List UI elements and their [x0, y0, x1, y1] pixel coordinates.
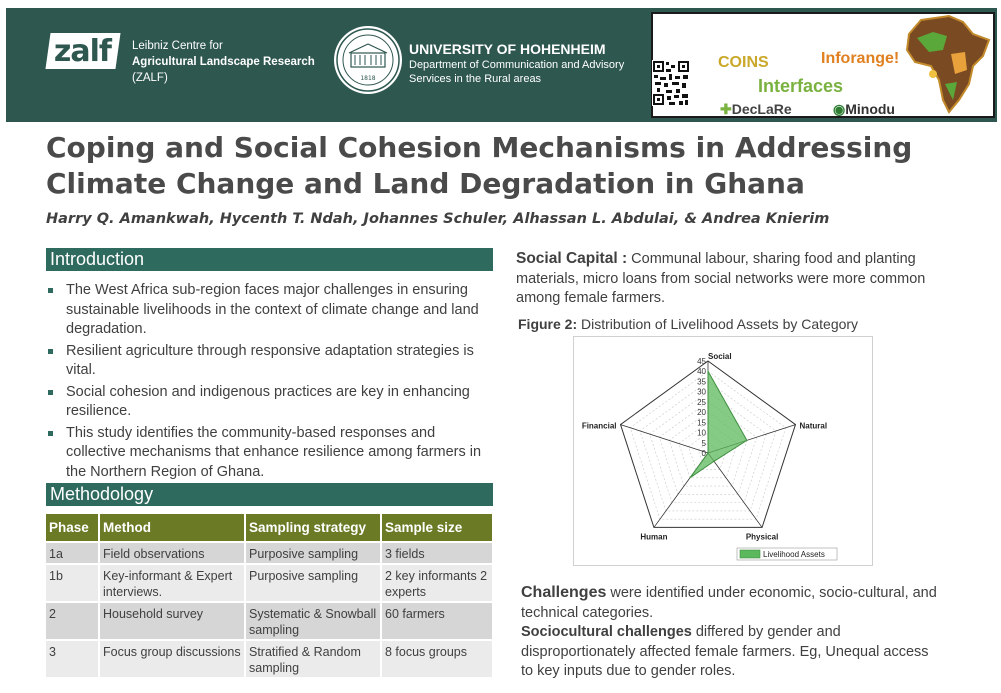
radar-tick-label: 25	[697, 397, 706, 407]
zalf-institution	[132, 38, 315, 86]
radar-tick-label: 45	[697, 357, 706, 366]
radar-tick-label: 15	[697, 418, 706, 428]
legend-swatch	[740, 550, 760, 558]
svg-text:1818: 1818	[360, 75, 376, 82]
introduction-bullets	[47, 281, 487, 484]
radar-axis-label: Human	[640, 532, 668, 542]
hohenheim-seal	[334, 26, 402, 94]
bullet-item: The West Africa sub-region faces major challenges in ensuring sustainable livelihoods in the context of climate change and land degradation.	[47, 281, 487, 340]
radar-tick-label: 5	[701, 438, 706, 448]
radar-tick-label: 10	[697, 428, 706, 438]
radar-spoke	[708, 453, 762, 527]
sociocultural-text: differed by gender and disproportionately affected female farmers. Eg, Unequal access to key inputs due to gender roles.	[521, 624, 929, 679]
zalf-logo: zalf	[45, 33, 120, 69]
radar-tick-label: 35	[697, 377, 706, 387]
radar-tick-label: 30	[697, 387, 706, 397]
table-row	[46, 602, 493, 640]
department-line-1: Department of Communication and Advisory	[409, 59, 625, 71]
zalf-line-2: Agricultural Landscape Research	[132, 56, 315, 68]
table-cell: 1a	[46, 542, 99, 564]
interfaces-logo: Interfaces	[758, 76, 844, 96]
qr-code-icon	[652, 60, 690, 106]
table-cell: 3 fields	[381, 542, 493, 564]
zalf-line-1: Leibniz Centre for	[132, 40, 223, 52]
introduction-heading: Introduction	[46, 248, 493, 271]
poster-title: Coping and Social Cohesion Mechanisms in Addressing Climate Change and Land Degradation in Ghana	[46, 131, 913, 200]
table-header-row	[46, 514, 493, 542]
radar-axis-label: Physical	[745, 532, 779, 542]
column-header: Sampling strategy	[245, 514, 381, 542]
radar-axis-label: Natural	[799, 421, 828, 431]
radar-axis-label: Financial	[581, 421, 617, 431]
social-capital-paragraph	[516, 249, 936, 309]
minodu-logo: ◉Minodu	[833, 101, 895, 117]
challenges-lead: Challenges	[521, 584, 607, 601]
legend-label: Livelihood Assets	[763, 550, 825, 559]
table-cell: 2	[46, 602, 99, 640]
table-cell: 60 farmers	[381, 602, 493, 640]
coins-logo: COINS	[718, 54, 769, 71]
table-row	[46, 564, 493, 602]
table-cell: Stratified & Random sampling	[245, 640, 381, 677]
bullet-item: Social cohesion and indigenous practices are key in enhancing resilience.	[47, 383, 487, 422]
table-cell: Household survey	[99, 602, 245, 640]
table-cell: 8 focus groups	[381, 640, 493, 677]
table-cell: Purposive sampling	[245, 542, 381, 564]
table-row	[46, 640, 493, 677]
declare-logo: ✚DecLaRe	[720, 101, 792, 117]
methodology-heading: Methodology	[46, 483, 493, 506]
table-cell: 3	[46, 640, 99, 677]
hohenheim-institution	[409, 41, 624, 86]
social-capital-label: Social Capital :	[516, 250, 628, 267]
table-cell: Key-informant & Expert interviews.	[99, 564, 245, 602]
table-cell: Focus group discussions	[99, 640, 245, 677]
column-header: Sample size	[381, 514, 493, 542]
sociocultural-lead: Sociocultural challenges	[521, 624, 692, 640]
radar-chart	[574, 337, 872, 565]
radar-tick-label: 40	[697, 367, 706, 377]
table-cell: Field observations	[99, 542, 245, 564]
column-header: Method	[99, 514, 245, 542]
radar-tick-label: 20	[697, 408, 706, 418]
radar-axis-label: Social	[708, 352, 732, 361]
university-name: UNIVERSITY OF HOHENHEIM	[409, 41, 606, 57]
radar-chart-frame	[573, 336, 873, 566]
department-line-2: Services in the Rural areas	[409, 73, 542, 85]
table-cell: 1b	[46, 564, 99, 602]
inforange-logo: Inforange!	[821, 50, 900, 67]
bullet-item: Resilient agriculture through responsive adaptation strategies is vital.	[47, 342, 487, 381]
column-header: Phase	[46, 514, 99, 542]
authors: Harry Q. Amankwah, Hycenth T. Ndah, Johannes Schuler, Alhassan L. Abdulai, & Andrea Knierim	[46, 211, 830, 227]
social-capital-text: Communal labour, sharing food and planting materials, micro loans from social networks were more common among female farmers.	[516, 251, 926, 306]
challenges-paragraph	[521, 583, 941, 682]
table-cell: Purposive sampling	[245, 564, 381, 602]
methodology-table	[46, 514, 494, 677]
figure-2-caption: Figure 2: Distribution of Livelihood Assets by Category	[518, 316, 859, 332]
bullet-item: This study identifies the community-based responses and collective mechanisms that enhance resilience among farmers in the Northern Region of Ghana.	[47, 424, 487, 483]
table-cell: 2 key informants 2 experts	[381, 564, 493, 602]
table-cell: Systematic & Snowball sampling	[245, 602, 381, 640]
radar-tick-label: 0	[701, 449, 706, 458]
zalf-line-3: (ZALF)	[132, 72, 168, 84]
challenges-text: were identified under economic, socio-cultural, and technical categories.	[521, 585, 937, 621]
africa-map-icon	[903, 14, 993, 116]
table-row	[46, 542, 493, 564]
